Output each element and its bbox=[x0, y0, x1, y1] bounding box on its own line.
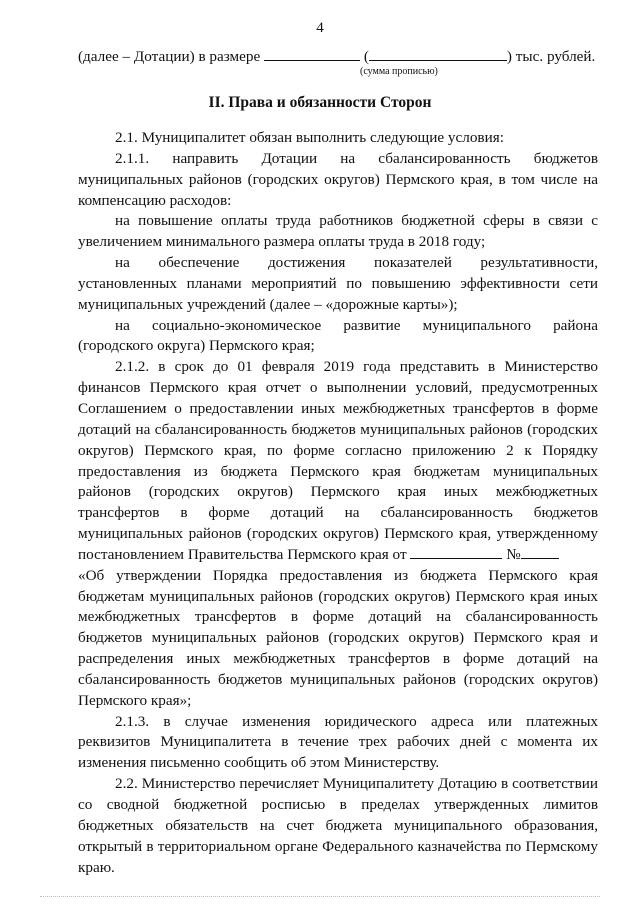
paragraph-2-1-2-text: 2.1.2. в срок до 01 февраля 2019 года представить в Министерство финансов Пермского края отчет о выполнении условий, предусмотренных Соглашением о предоставлении иных межбюджетных трансфертов в форме дотаций на сбалансированность бюджетов муниципальных районов (городских округов) Пермского края, по форме согласно приложению 2 к Порядку предоставления из бюджета Пермского края бюджетам муниципальных районов (городских округов) Пермского края иных межбюджетных трансфертов в форме дотаций на сбалансированность бюджетов муниципальных районов (городских округов) Пермского края, утвержденному постановлением Правительства Пермского края от bbox=[78, 358, 598, 563]
paragraph-2-1: 2.1. Муниципалитет обязан выполнить следующие условия: bbox=[115, 129, 504, 146]
number-sign: № bbox=[506, 545, 521, 563]
paren-close: ) bbox=[506, 48, 512, 65]
paragraph-roadmaps: на обеспечение достижения показателей результативности, установленных планами мероприятий по повышению эффективности сети муниципальных учреждений (далее – «дорожные карты»); bbox=[78, 254, 598, 313]
amount-number-blank bbox=[264, 48, 360, 61]
amount-words-blank bbox=[369, 48, 507, 61]
document-body bbox=[78, 128, 598, 878]
paragraph-development: на социально-экономическое развитие муниципального района (городского округа) Пермского края; bbox=[78, 316, 598, 355]
amount-line bbox=[78, 48, 598, 66]
section-title: II. Права и обязанности Сторон bbox=[208, 94, 432, 111]
amount-line-end: тыс. рублей. bbox=[515, 48, 596, 65]
paragraph-2-1-2-cont: «Об утверждении Порядка предоставления из бюджета Пермского края бюджетам муниципальных районов (городских округов) Пермского края иных межбюджетных трансфертов в форме дотаций на сбалансированность бюджетов муниципальных районов (городских округов) Пермского края и распределения иных межбюджетных трансфертов в форме дотаций на сбалансированность бюджетов муниципальных районов (городских округов) Пермского края»; bbox=[78, 566, 598, 709]
number-blank bbox=[521, 546, 559, 559]
paragraph-2-1-2 bbox=[78, 357, 598, 565]
paren-open: ( bbox=[363, 48, 369, 65]
amount-caption: (сумма прописью) bbox=[360, 66, 438, 77]
paragraph-2-1-1: 2.1.1. направить Дотации на сбалансированность бюджетов муниципальных районов (городских округов) Пермского края, в том числе на компенсацию расходов: bbox=[78, 149, 598, 209]
amount-line-start: (далее – Дотации) в размере bbox=[78, 48, 261, 65]
paragraph-2-2: 2.2. Министерство перечисляет Муниципалитету Дотацию в соответствии со сводной бюджетной росписью в пределах утвержденных лимитов бюджетных обязательств на счет бюджета муниципального образования, открытый в территориальном органе Федерального казначейства по Пермскому краю. bbox=[78, 775, 598, 876]
page-number: 4 bbox=[316, 20, 324, 36]
paragraph-wage-increase: на повышение оплаты труда работников бюджетной сферы в связи с увеличением минимального размера оплаты труда в 2018 году; bbox=[78, 212, 598, 251]
paragraph-2-1-3: 2.1.3. в случае изменения юридического адреса или платежных реквизитов Муниципалитета в течение трех рабочих дней с момента их изменения письменно сообщить об этом Министерству. bbox=[78, 712, 598, 772]
scan-edge bbox=[40, 896, 600, 897]
date-blank bbox=[410, 546, 502, 559]
